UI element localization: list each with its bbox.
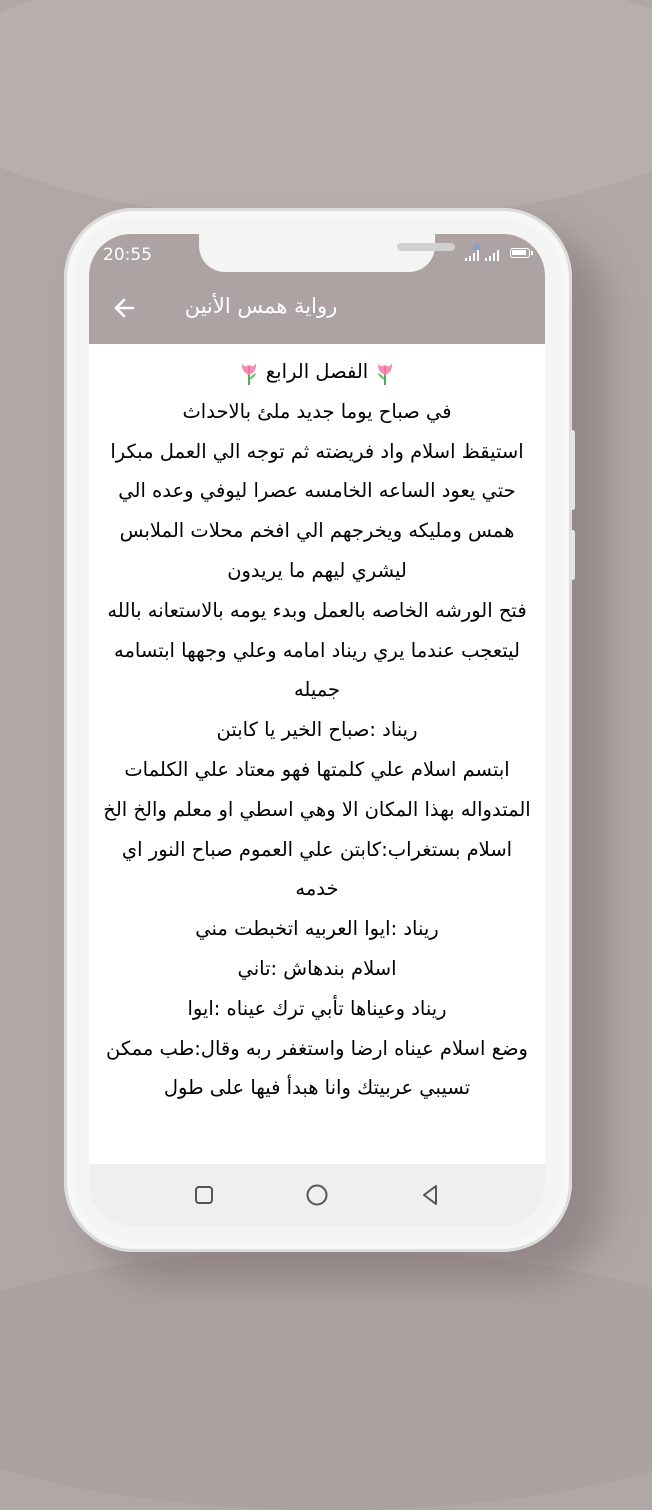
battery-icon (510, 248, 530, 258)
paragraph: ريناد :ايوا العربيه اتخبطت مني (195, 917, 439, 941)
paragraph: فتح الورشه الخاصه بالعمل وبدء يومه بالاستعانه بالله (107, 598, 527, 622)
app-bar (89, 274, 545, 344)
paragraph: استيقظ اسلام واد فريضته ثم توجه الي العمل مبكرا حتي يعود الساعه الخامسه عصرا ليوفي وعده الي همس ومليكه ويخرجهم الي افخم محلات الملابس ليشري ليهم ما يريدون (110, 439, 524, 582)
paragraph: ريناد :صباح الخير يا كابتن (216, 718, 418, 742)
chapter-heading-text: الفصل الرابع (265, 360, 369, 383)
arrow-left-icon[interactable] (107, 290, 143, 326)
signal-icon (465, 249, 479, 261)
background-wave (0, 0, 652, 220)
back-triangle-icon[interactable] (417, 1182, 443, 1208)
phone-screen (89, 234, 545, 1226)
phone-notch (199, 234, 435, 272)
background-wave (0, 1250, 652, 1510)
paragraph: ابتسم اسلام علي كلمتها فهو معتاد علي الكلمات المتدواله بهذا المكان الا وهي اسطي او معلم والخ الخ (103, 757, 531, 821)
home-circle-icon[interactable] (304, 1182, 330, 1208)
paragraph: في صباح يوما جديد ملئ بالاحداث (182, 399, 452, 423)
tulip-icon (238, 360, 260, 386)
tulip-icon (374, 360, 396, 386)
chapter-content[interactable] (89, 344, 545, 1166)
page-title: رواية همس الأنين (184, 294, 338, 318)
paragraph: ليتعجب عندما يري ريناد امامه وعلي وجهها ابتسامه جميله (113, 638, 520, 702)
signal-icon (485, 249, 499, 261)
status-time: 20:55 (103, 245, 152, 265)
paragraph: اسلام بندهاش :تاني (237, 956, 397, 980)
status-bar (89, 234, 545, 274)
navigation-bar (89, 1164, 545, 1226)
paragraph: ريناد وعيناها تأبي ترك عيناه :ايوا (187, 996, 447, 1020)
chapter-heading (89, 352, 545, 392)
paragraph: اسلام بستغراب:كابتن علي العموم صباح النور اي خدمه (121, 837, 513, 901)
phone-side-button (570, 430, 575, 510)
speaker-grille (397, 243, 455, 251)
phone-side-button (570, 530, 575, 580)
paragraph: وضع اسلام عيناه ارضا واستغفر ربه وقال:طب ممكن تسيبي عربيتك وانا هبدأ فيها على طول (106, 1036, 528, 1100)
recents-square-icon[interactable] (191, 1182, 217, 1208)
